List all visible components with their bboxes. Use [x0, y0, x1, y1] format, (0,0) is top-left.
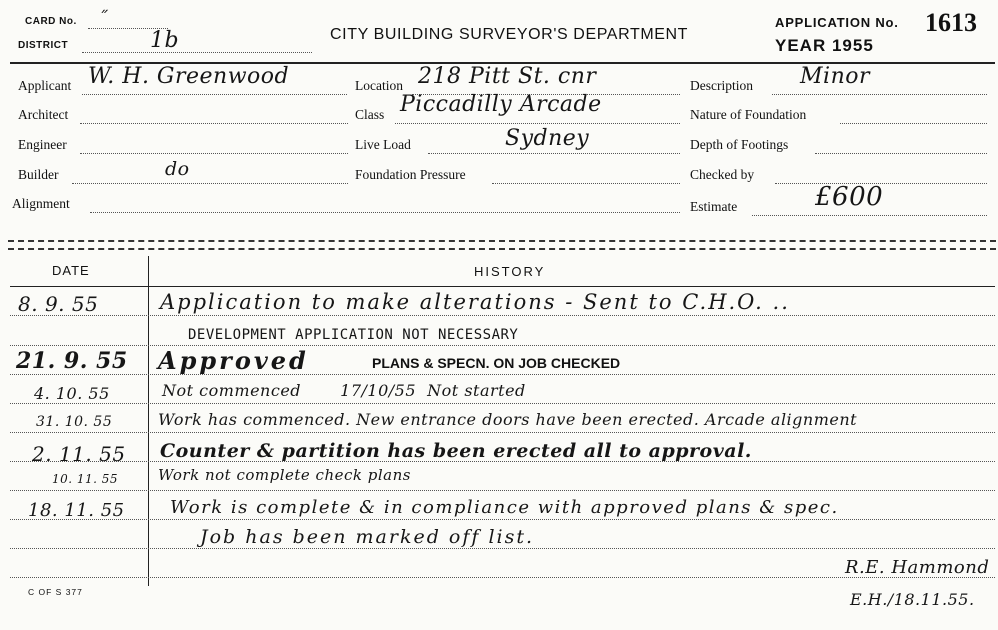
history-entry: Work not complete check plans	[158, 466, 411, 484]
location-value: 218 Pitt St. cnr	[418, 64, 597, 89]
history-date: 8. 9. 55	[18, 292, 99, 316]
card-no-mark: ˝	[98, 8, 108, 29]
applicant-value: W. H. Greenwood	[88, 64, 290, 89]
history-entry: Job has been marked off list.	[200, 526, 535, 548]
form-code: C OF S 377	[28, 587, 83, 597]
fields-separator-rule-1	[8, 240, 996, 242]
live-load-label: Live Load	[355, 137, 411, 152]
history-rule	[10, 315, 995, 316]
foundation-pressure-line	[492, 183, 680, 184]
history-rule	[10, 519, 995, 520]
history-date: 2. 11. 55	[32, 442, 126, 466]
alignment-line	[90, 212, 680, 213]
card-no-label: CARD No.	[25, 16, 77, 27]
architect-label: Architect	[18, 107, 69, 122]
district-line	[82, 52, 312, 53]
builder-value: do	[165, 158, 190, 180]
foundation-pressure-label: Foundation Pressure	[355, 167, 466, 182]
plans-checked-stamp: PLANS & SPECN. ON JOB CHECKED	[372, 355, 621, 371]
applicant-line	[82, 94, 347, 95]
nature-line	[840, 123, 987, 124]
history-date: 18. 11. 55	[28, 500, 125, 521]
location-label: Location	[355, 78, 403, 93]
history-entry: Work has commenced. New entrance doors have been erected. Arcade alignment	[158, 410, 858, 429]
class-line	[395, 123, 680, 124]
history-header: HISTORY	[474, 264, 546, 279]
description-label: Description	[690, 78, 753, 93]
history-entry: Work is complete & in compliance with approved plans & spec.	[170, 497, 839, 518]
history-rule	[10, 548, 995, 549]
history-header-rule	[10, 286, 995, 287]
engineer-label: Engineer	[18, 137, 67, 152]
development-stamp: DEVELOPMENT APPLICATION NOT NECESSARY	[188, 327, 519, 343]
district-value: 1b	[150, 28, 180, 53]
signature: R.E. Hammond	[845, 557, 990, 578]
estimate-value: £600	[815, 182, 884, 212]
alignment-label: Alignment	[12, 196, 70, 211]
date-header: DATE	[52, 263, 90, 278]
builder-label: Builder	[18, 167, 59, 182]
nature-of-foundation-label: Nature of Foundation	[690, 107, 807, 122]
architect-line	[80, 123, 348, 124]
history-entry: Application to make alterations - Sent to C.H.O. ..	[160, 290, 790, 314]
application-no-label: APPLICATION No.	[775, 15, 899, 30]
checked-by-label: Checked by	[690, 167, 755, 182]
builder-line	[72, 183, 348, 184]
class-value: Piccadilly Arcade	[400, 92, 602, 117]
history-date: 31. 10. 55	[36, 414, 113, 430]
fields-separator-rule-2	[8, 248, 996, 250]
history-entry: Counter & partition has been erected all to approval.	[160, 440, 752, 462]
depth-of-footings-label: Depth of Footings	[690, 137, 789, 152]
class-label: Class	[355, 107, 385, 122]
history-date: 10. 11. 55	[52, 472, 119, 486]
applicant-label: Applicant	[18, 78, 72, 93]
history-entry: Approved	[158, 346, 309, 375]
department-title: CITY BUILDING SURVEYOR'S DEPARTMENT	[330, 26, 689, 43]
live-load-value: Sydney	[505, 126, 590, 151]
live-load-line	[428, 153, 680, 154]
estimate-line	[752, 215, 987, 216]
engineer-line	[80, 153, 348, 154]
history-entry: Not commenced 17/10/55 Not started	[162, 381, 526, 400]
year-label: YEAR 1955	[775, 36, 874, 55]
application-no-value: 1613	[925, 8, 977, 37]
history-rule	[10, 432, 995, 433]
history-divider	[148, 256, 149, 586]
history-rule	[10, 490, 995, 491]
history-date: 21. 9. 55	[16, 348, 128, 374]
district-label: DISTRICT	[18, 40, 69, 51]
description-value: Minor	[800, 64, 870, 89]
initials-date: E.H./18.11.55.	[850, 590, 975, 609]
estimate-label: Estimate	[690, 199, 738, 214]
history-rule	[10, 403, 995, 404]
history-date: 4. 10. 55	[34, 384, 110, 403]
description-line	[772, 94, 987, 95]
depth-line	[815, 153, 987, 154]
